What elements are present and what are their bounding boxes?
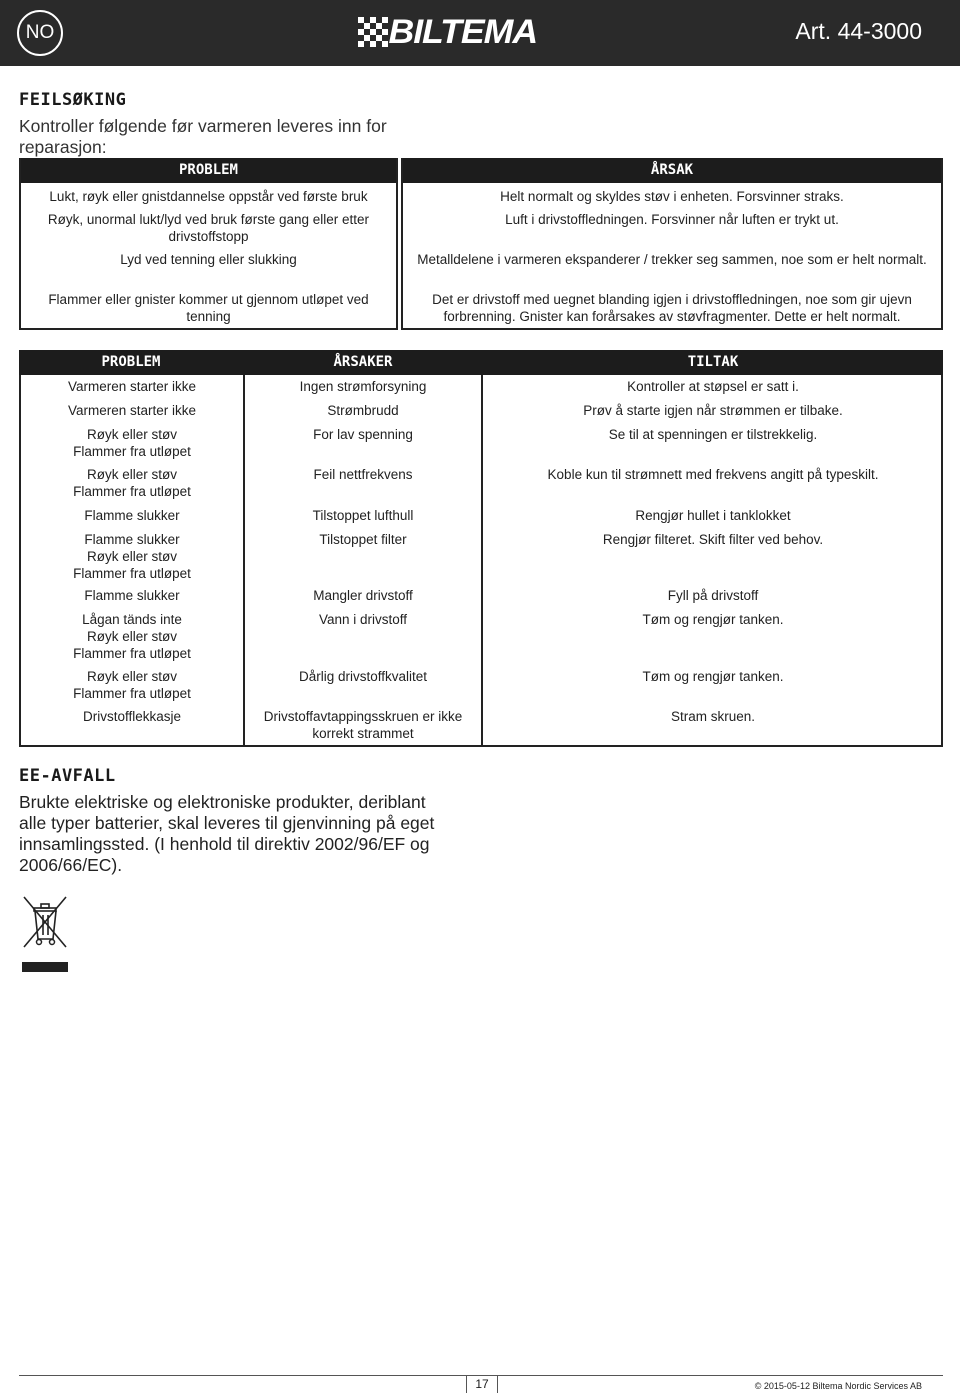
- table-cell: Lågan tänds inte Røyk eller støv Flammer fra utløpet: [73, 612, 191, 661]
- table-cell: Strømbrudd: [327, 403, 399, 418]
- table-cell: Drivstofflekkasje: [82, 709, 182, 724]
- table-cell: Lukt, røyk eller gnistdannelse oppstår ved første bruk: [49, 189, 368, 204]
- table-cell: Drivstoffavtappingsskruen er ikke korrekt strammet: [263, 709, 463, 741]
- table-cell: Stram skruen.: [670, 709, 756, 724]
- column-header-problem: PROBLEM: [21, 158, 396, 183]
- table-cell: Metalldelene i varmeren ekspanderer / trekker seg sammen, noe som er helt normalt.: [417, 252, 927, 267]
- table-cell: Rengjør filteret. Skift filter ved behov.: [602, 532, 824, 547]
- brand-name: BILTEMA: [388, 12, 538, 51]
- checkered-flag-icon: [358, 17, 388, 47]
- column-header-cause: ÅRSAK: [403, 158, 941, 183]
- table-cell: Ingen strømforsyning: [299, 379, 427, 394]
- column-header-causes: ÅRSAKER: [333, 354, 393, 370]
- actions-table: [19, 350, 943, 747]
- table-cell: Tøm og rengjør tanken.: [642, 612, 784, 627]
- actions-table-header: [19, 350, 943, 375]
- troubleshoot-title: FEILSØKING: [19, 90, 127, 110]
- ee-title: EE-AVFALL: [19, 766, 116, 786]
- table-cell: Se til at spenningen er tilstrekkelig.: [608, 427, 818, 442]
- table-cell: Koble kun til strømnett med frekvens angitt på typeskilt.: [547, 467, 879, 482]
- table-cell: Dårlig drivstoffkvalitet: [298, 669, 428, 684]
- table-cell: Varmeren starter ikke: [67, 379, 197, 394]
- table-cell: For lav spenning: [313, 427, 413, 442]
- page-header: [0, 0, 960, 66]
- table-cell: Fyll på drivstoff: [667, 588, 759, 603]
- problem-column: [19, 158, 398, 330]
- table-cell: Feil nettfrekvens: [313, 467, 413, 482]
- column-header-action: TILTAK: [687, 354, 739, 370]
- table-cell: Røyk eller støv Flammer fra utløpet: [73, 669, 191, 701]
- table-cell: Flamme slukker: [84, 588, 180, 603]
- table-cell: Lyd ved tenning eller slukking: [120, 252, 297, 267]
- table-cell: Røyk, unormal lukt/lyd ved bruk første gang eller etter drivstoffstopp: [47, 212, 370, 244]
- table-cell: Tøm og rengjør tanken.: [642, 669, 784, 684]
- cause-column: [401, 158, 943, 330]
- ee-text: Brukte elektriske og elektroniske produkter, deriblant alle typer batterier, skal leveres til gjenvinning på eget innsamlingssted. (I henhold til direktiv 2002/96/EF og 2006/66/EC).: [19, 792, 435, 875]
- table-cell: Varmeren starter ikke: [67, 403, 197, 418]
- table-cell: Det er drivstoff med uegnet blanding igjen i drivstoffledningen, noe som gir ujevn forbrenning. Gnister kan forårsakes av støvfragmenter. Dette er helt normalt.: [432, 292, 912, 324]
- table-cell: Tilstoppet filter: [319, 532, 407, 547]
- table-cell: Prøv å starte igjen når strømmen er tilbake.: [583, 403, 843, 418]
- table-cell: Flamme slukker Røyk eller støv Flammer fra utløpet: [73, 532, 191, 581]
- table-cell: Vann i drivstoff: [318, 612, 408, 627]
- crossed-bin-icon: [22, 895, 68, 972]
- table-cell: Røyk eller støv Flammer fra utløpet: [73, 427, 191, 459]
- brand-logo: [358, 12, 538, 51]
- page-number: 17: [466, 1376, 498, 1393]
- table-cell: Flammer eller gnister kommer ut gjennom utløpet ved tenning: [48, 292, 369, 324]
- troubleshoot-intro: Kontroller følgende før varmeren leveres inn for reparasjon:: [19, 116, 387, 157]
- table-cell: Røyk eller støv Flammer fra utløpet: [73, 467, 191, 499]
- table-cell: Helt normalt og skyldes støv i enheten. Forsvinner straks.: [500, 189, 844, 204]
- column-header-problem: PROBLEM: [101, 354, 161, 370]
- article-number: Art. 44-3000: [795, 18, 922, 44]
- table-cell: Mangler drivstoff: [313, 588, 413, 603]
- copyright: © 2015-05-12 Biltema Nordic Services AB: [754, 1381, 922, 1391]
- troubleshoot-table: [19, 158, 943, 330]
- table-cell: Rengjør hullet i tanklokket: [635, 508, 791, 523]
- table-cell: Flamme slukker: [84, 508, 180, 523]
- language-badge: NO: [17, 10, 63, 56]
- table-cell: Tilstoppet lufthull: [312, 508, 414, 523]
- table-cell: Kontroller at støpsel er satt i.: [627, 379, 799, 394]
- table-cell: Luft i drivstoffledningen. Forsvinner når luften er trykt ut.: [505, 212, 839, 227]
